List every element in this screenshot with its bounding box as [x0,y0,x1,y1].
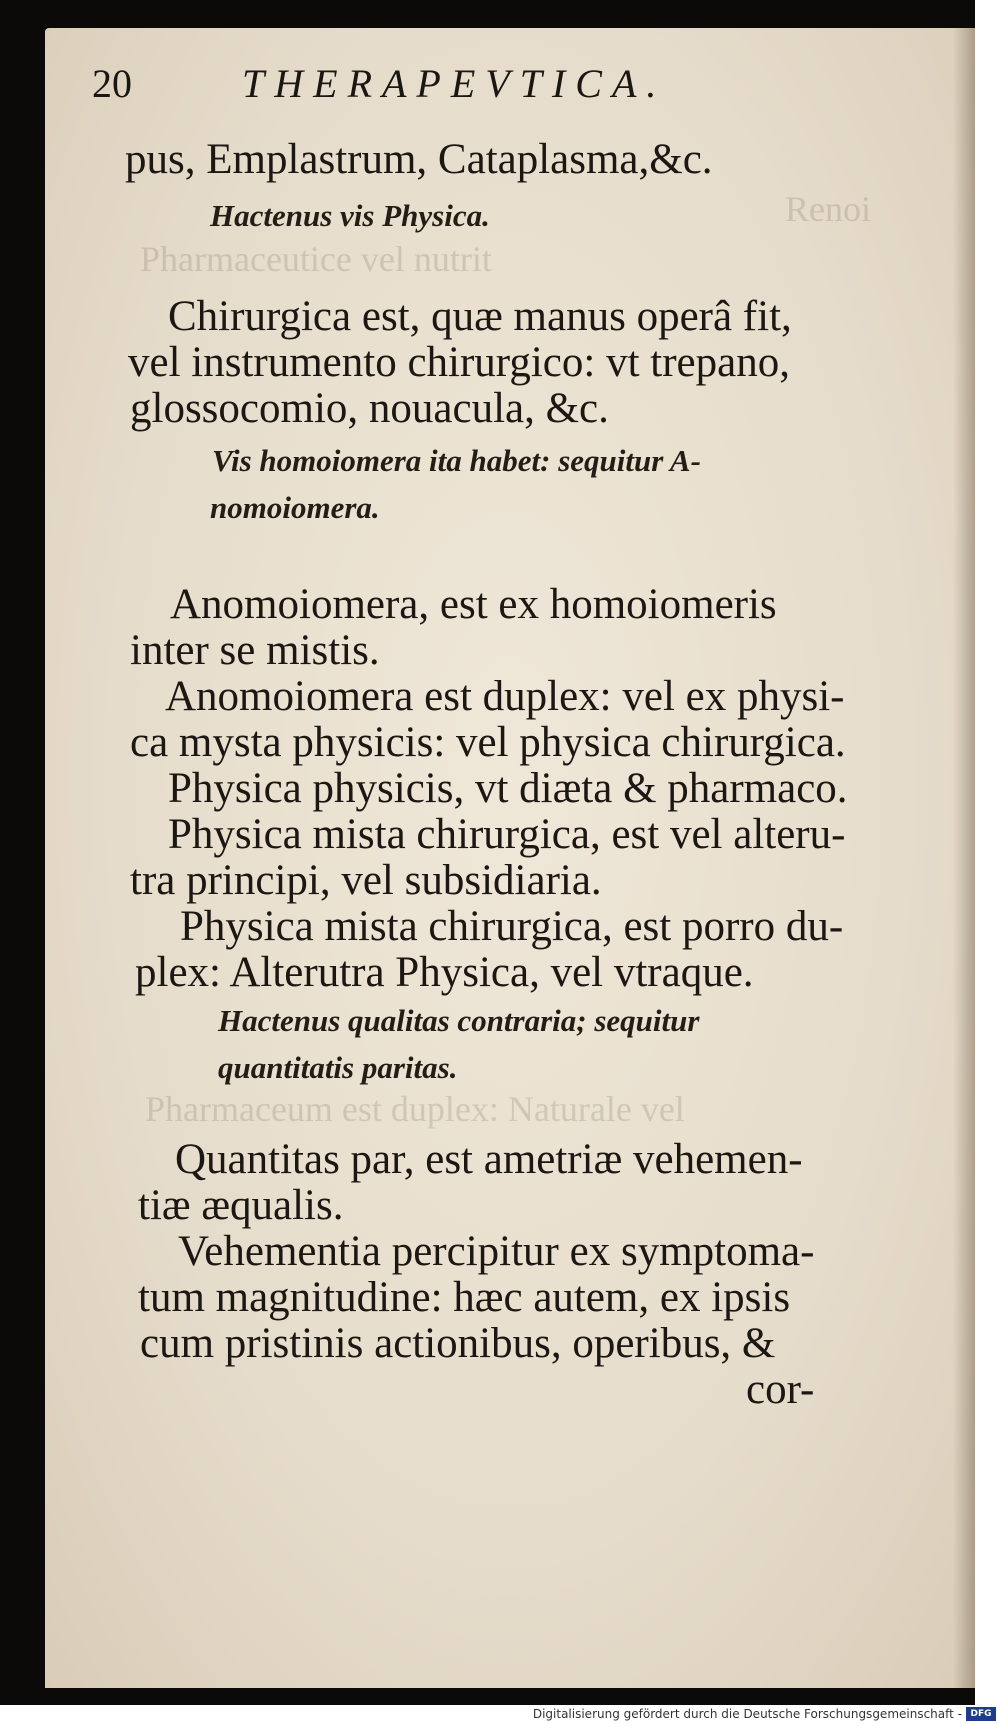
text-line: cum pristinis actionibus, operibus, & [140,1320,776,1367]
page-number: 20 [92,61,132,106]
text-line: Physica physicis, vt diæta & pharmaco. [168,765,848,812]
show-through-text: Pharmaceutice vel nutrit [140,239,492,279]
text-line: tum magnitudine: hæc autem, ex ipsis [138,1274,791,1321]
page-edge-shadow [953,28,975,1688]
show-through-text: Renoi [785,189,871,229]
text-line: tra principi, vel subsidiaria. [130,857,602,904]
text-line: glossocomio, nouacula, &c. [130,385,609,432]
running-title: THERAPEVTICA. [242,61,667,106]
page-header [92,60,812,120]
text-line: tiæ æqualis. [138,1182,344,1229]
italic-note: Hactenus vis Physica. [210,198,490,233]
text-line: Anomoiomera est duplex: vel ex physi- [165,673,845,720]
italic-note: quantitatis paritas. [218,1050,458,1085]
dfg-logo: DFG [966,1707,996,1721]
footer-bar [0,1705,1000,1724]
text-line: pus, Emplastrum, Cataplasma,&c. [125,136,713,183]
text-line: plex: Alterutra Physica, vel vtraque. [135,949,754,996]
text-line: vel instrumento chirurgico: vt trepano, [128,339,790,386]
text-line: Physica mista chirurgica, est vel alteru- [168,811,846,858]
text-line: ca mysta physicis: vel physica chirurgica. [130,719,846,766]
text-line: Vehementia percipitur ex symptoma- [178,1228,815,1275]
text-line: inter se mistis. [130,627,380,674]
text-line: Anomoiomera, est ex homoiomeris [170,581,777,628]
catchword: cor- [746,1366,815,1413]
show-through-text: Pharmaceum est duplex: Naturale vel [145,1089,685,1129]
italic-note: Vis homoiomera ita habet: sequitur A- [212,443,701,478]
text-line: Quantitas par, est ametriæ vehemen- [175,1136,803,1183]
text-line: Physica mista chirurgica, est porro du- [180,903,844,950]
italic-note: Hactenus qualitas contraria; sequitur [218,1003,700,1038]
italic-note: nomoiomera. [210,490,380,525]
funding-credit: Digitalisierung gefördert durch die Deutsche Forschungsgemeinschaft - [532,1707,962,1721]
text-line: Chirurgica est, quæ manus operâ fit, [168,293,792,340]
